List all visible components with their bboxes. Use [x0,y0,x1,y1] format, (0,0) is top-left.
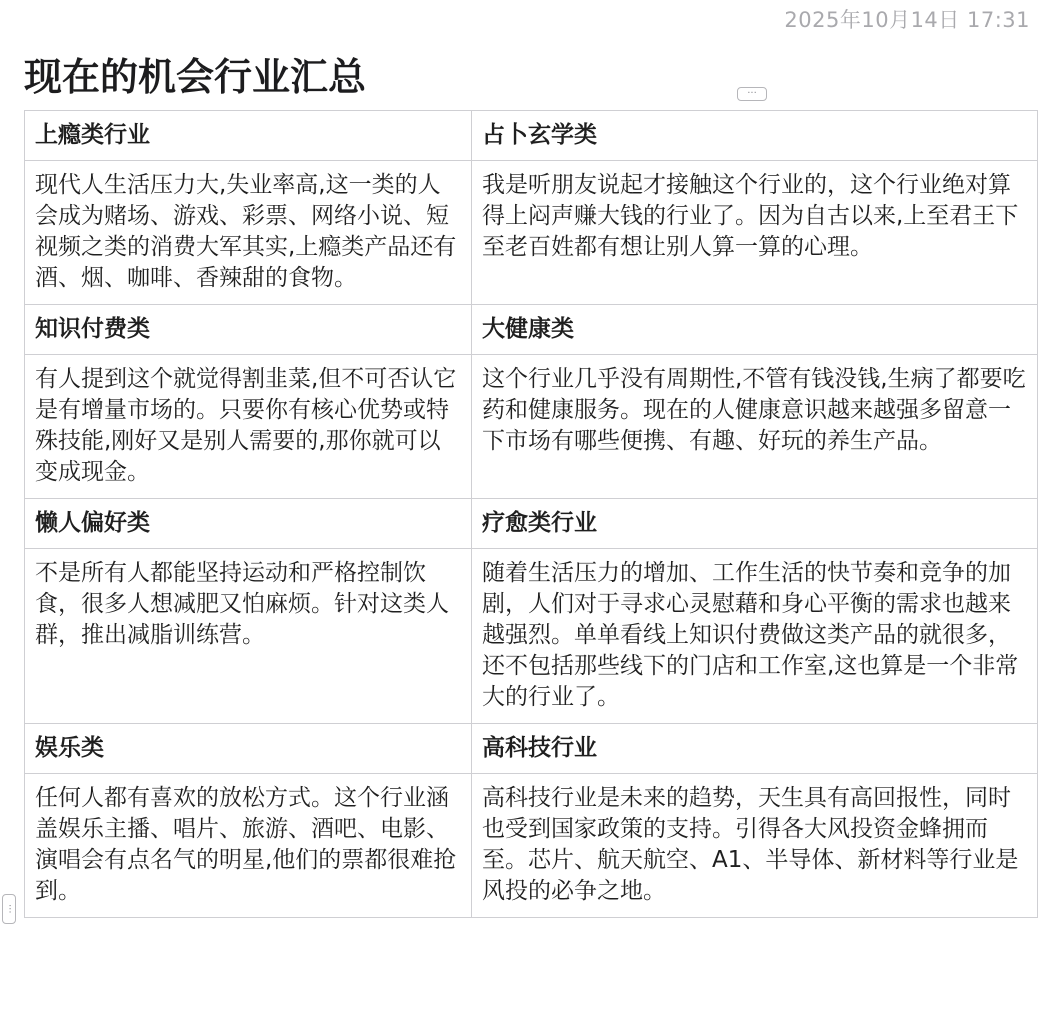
category-description[interactable]: 这个行业几乎没有周期性,不管有钱没钱,生病了都要吃药和健康服务。现在的人健康意识越来越强多留意一下市场有哪些便携、有趣、好玩的养生产品。 [472,355,1038,499]
table-options-handle[interactable]: ··· [737,87,767,101]
category-heading[interactable]: 娱乐类 [25,724,472,774]
industry-table [24,110,1038,918]
category-description[interactable]: 现代人生活压力大,失业率高,这一类的人会成为赌场、游戏、彩票、网络小说、短视频之类的消费大军其实,上瘾类产品还有酒、烟、咖啡、香辣甜的食物。 [25,161,472,305]
table-row [25,161,1038,305]
table-row-header [25,499,1038,549]
category-heading[interactable]: 上瘾类行业 [25,111,472,161]
table-row-header [25,724,1038,774]
category-heading[interactable]: 疗愈类行业 [472,499,1038,549]
category-description[interactable]: 有人提到这个就觉得割韭菜,但不可否认它是有增量市场的。只要你有核心优势或特殊技能,刚好又是别人需要的,那你就可以变成现金。 [25,355,472,499]
category-description[interactable]: 高科技行业是未来的趋势，天生具有高回报性，同时也受到国家政策的支持。引得各大风投资金蜂拥而至。芯片、航天航空、A1、半导体、新材料等行业是风投的必争之地。 [472,774,1038,918]
timestamp: 2025年10月14日 17:31 [784,8,1030,32]
category-description[interactable]: 不是所有人都能坚持运动和严格控制饮食，很多人想减肥又怕麻烦。针对这类人群，推出减脂训练营。 [25,549,472,724]
table-row [25,774,1038,918]
category-heading[interactable]: 占卜玄学类 [472,111,1038,161]
table-row [25,549,1038,724]
category-heading[interactable]: 高科技行业 [472,724,1038,774]
category-description[interactable]: 随着生活压力的增加、工作生活的快节奏和竞争的加剧，人们对于寻求心灵慰藉和身心平衡的需求也越来越强烈。单单看线上知识付费做这类产品的就很多，还不包括那些线下的门店和工作室,这也算是一个非常大的行业了。 [472,549,1038,724]
category-heading[interactable]: 大健康类 [472,305,1038,355]
page-title: 现在的机会行业汇总 [24,55,367,99]
category-description[interactable]: 我是听朋友说起才接触这个行业的，这个行业绝对算得上闷声赚大钱的行业了。因为自古以来,上至君王下至老百姓都有想让别人算一算的心理。 [472,161,1038,305]
category-heading[interactable]: 知识付费类 [25,305,472,355]
category-description[interactable]: 任何人都有喜欢的放松方式。这个行业涵盖娱乐主播、唱片、旅游、酒吧、电影、演唱会有点名气的明星,他们的票都很难抢到。 [25,774,472,918]
table-row [25,355,1038,499]
table-row-header [25,305,1038,355]
category-heading[interactable]: 懒人偏好类 [25,499,472,549]
table-row-header [25,111,1038,161]
row-options-handle[interactable]: ··· [2,894,16,924]
